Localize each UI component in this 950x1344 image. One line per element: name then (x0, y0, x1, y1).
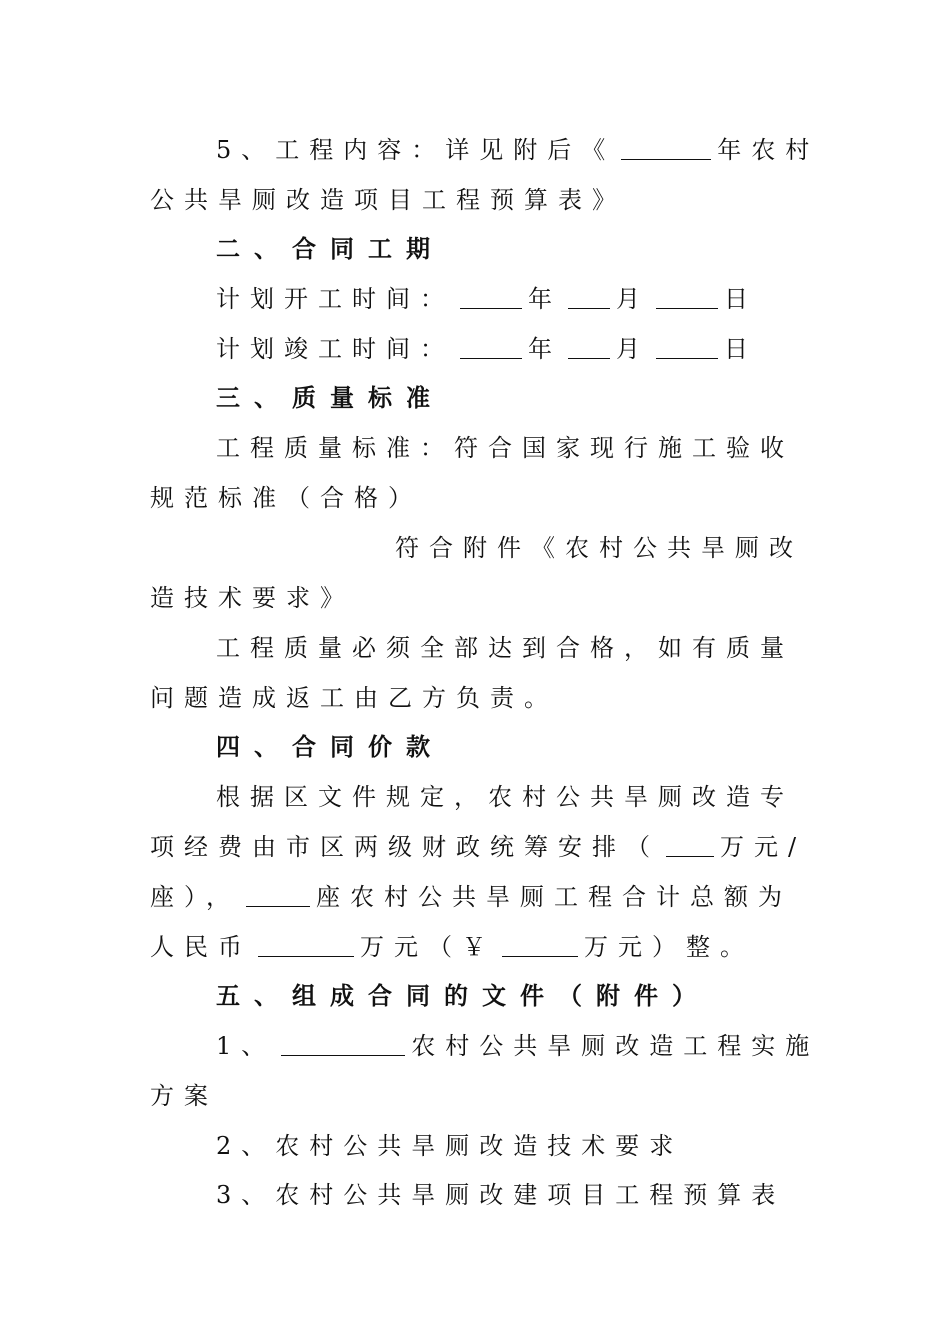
section4-heading: 四、合同价款 (216, 732, 444, 761)
price-line2-prefix: 项经费由市区两级财政统筹安排（ (150, 833, 660, 861)
price-line4-suffix: 万元）整。 (584, 933, 754, 961)
start-date-line (216, 279, 800, 319)
annex-item1-suffix: 农村公共旱厕改造工程实施 (411, 1032, 820, 1060)
start-month-blank[interactable] (568, 282, 610, 309)
unit-price-blank[interactable] (666, 830, 714, 857)
end-date-line (216, 329, 800, 369)
end-day-label: 日 (724, 335, 758, 363)
end-month-blank[interactable] (568, 332, 610, 359)
price-line3 (150, 877, 800, 917)
section3-heading: 三、质量标准 (216, 383, 444, 412)
end-month-label: 月 (616, 335, 650, 363)
year-blank[interactable] (621, 133, 711, 160)
price-line2 (150, 827, 807, 867)
total-yuan-blank[interactable] (502, 930, 578, 957)
annex-line1: 符合附件《农村公共旱厕改 (395, 534, 803, 562)
end-day-blank[interactable] (656, 332, 718, 359)
must-line1: 工程质量必须全部达到合格，如有质量 (216, 634, 794, 662)
item5-label: 5、工程内容：详见附后《 (216, 136, 616, 164)
price-line2-suffix: 万元/ (720, 833, 807, 861)
start-year-label: 年 (528, 285, 562, 313)
annex-item1-blank[interactable] (281, 1029, 405, 1056)
price-line4-mid: 万元（￥ (360, 933, 496, 961)
annex-item1-line2: 方案 (150, 1082, 218, 1110)
end-label: 计划竣工时间： (216, 335, 454, 363)
item5-line2: 公共旱厕改造项目工程预算表》 (150, 186, 626, 214)
section5-heading: 五、组成合同的文件（附件） (216, 981, 710, 1010)
item5-line1 (216, 130, 820, 170)
section2-heading: 二、合同工期 (216, 234, 444, 263)
start-month-label: 月 (616, 285, 650, 313)
start-day-label: 日 (724, 285, 758, 313)
annex-item2: 2、农村公共旱厕改造技术要求 (216, 1132, 684, 1160)
end-year-blank[interactable] (460, 332, 522, 359)
count-blank[interactable] (246, 880, 310, 907)
standard-line1: 工程质量标准：符合国家现行施工验收 (216, 434, 794, 462)
price-line1: 根据区文件规定，农村公共旱厕改造专 (216, 783, 794, 811)
start-label: 计划开工时间： (216, 285, 454, 313)
start-day-blank[interactable] (656, 282, 718, 309)
annex-item3: 3、农村公共旱厕改建项目工程预算表 (216, 1181, 786, 1209)
item5-suffix: 年农村 (717, 136, 820, 164)
start-year-blank[interactable] (460, 282, 522, 309)
annex-line2: 造技术要求》 (150, 584, 354, 612)
standard-line2: 规范标准（合格） (150, 484, 422, 512)
price-line4 (150, 927, 800, 967)
end-year-label: 年 (528, 335, 562, 363)
annex-item1-line1 (216, 1026, 820, 1066)
price-line4-prefix: 人民币 (150, 933, 252, 961)
price-line3-prefix: 座）， (150, 883, 240, 911)
must-line2: 问题造成返工由乙方负责。 (150, 684, 558, 712)
annex-item1-prefix: 1、 (216, 1032, 276, 1060)
total-cn-blank[interactable] (258, 930, 354, 957)
price-line3-suffix: 座农村公共旱厕工程合计总额为 (316, 883, 792, 911)
